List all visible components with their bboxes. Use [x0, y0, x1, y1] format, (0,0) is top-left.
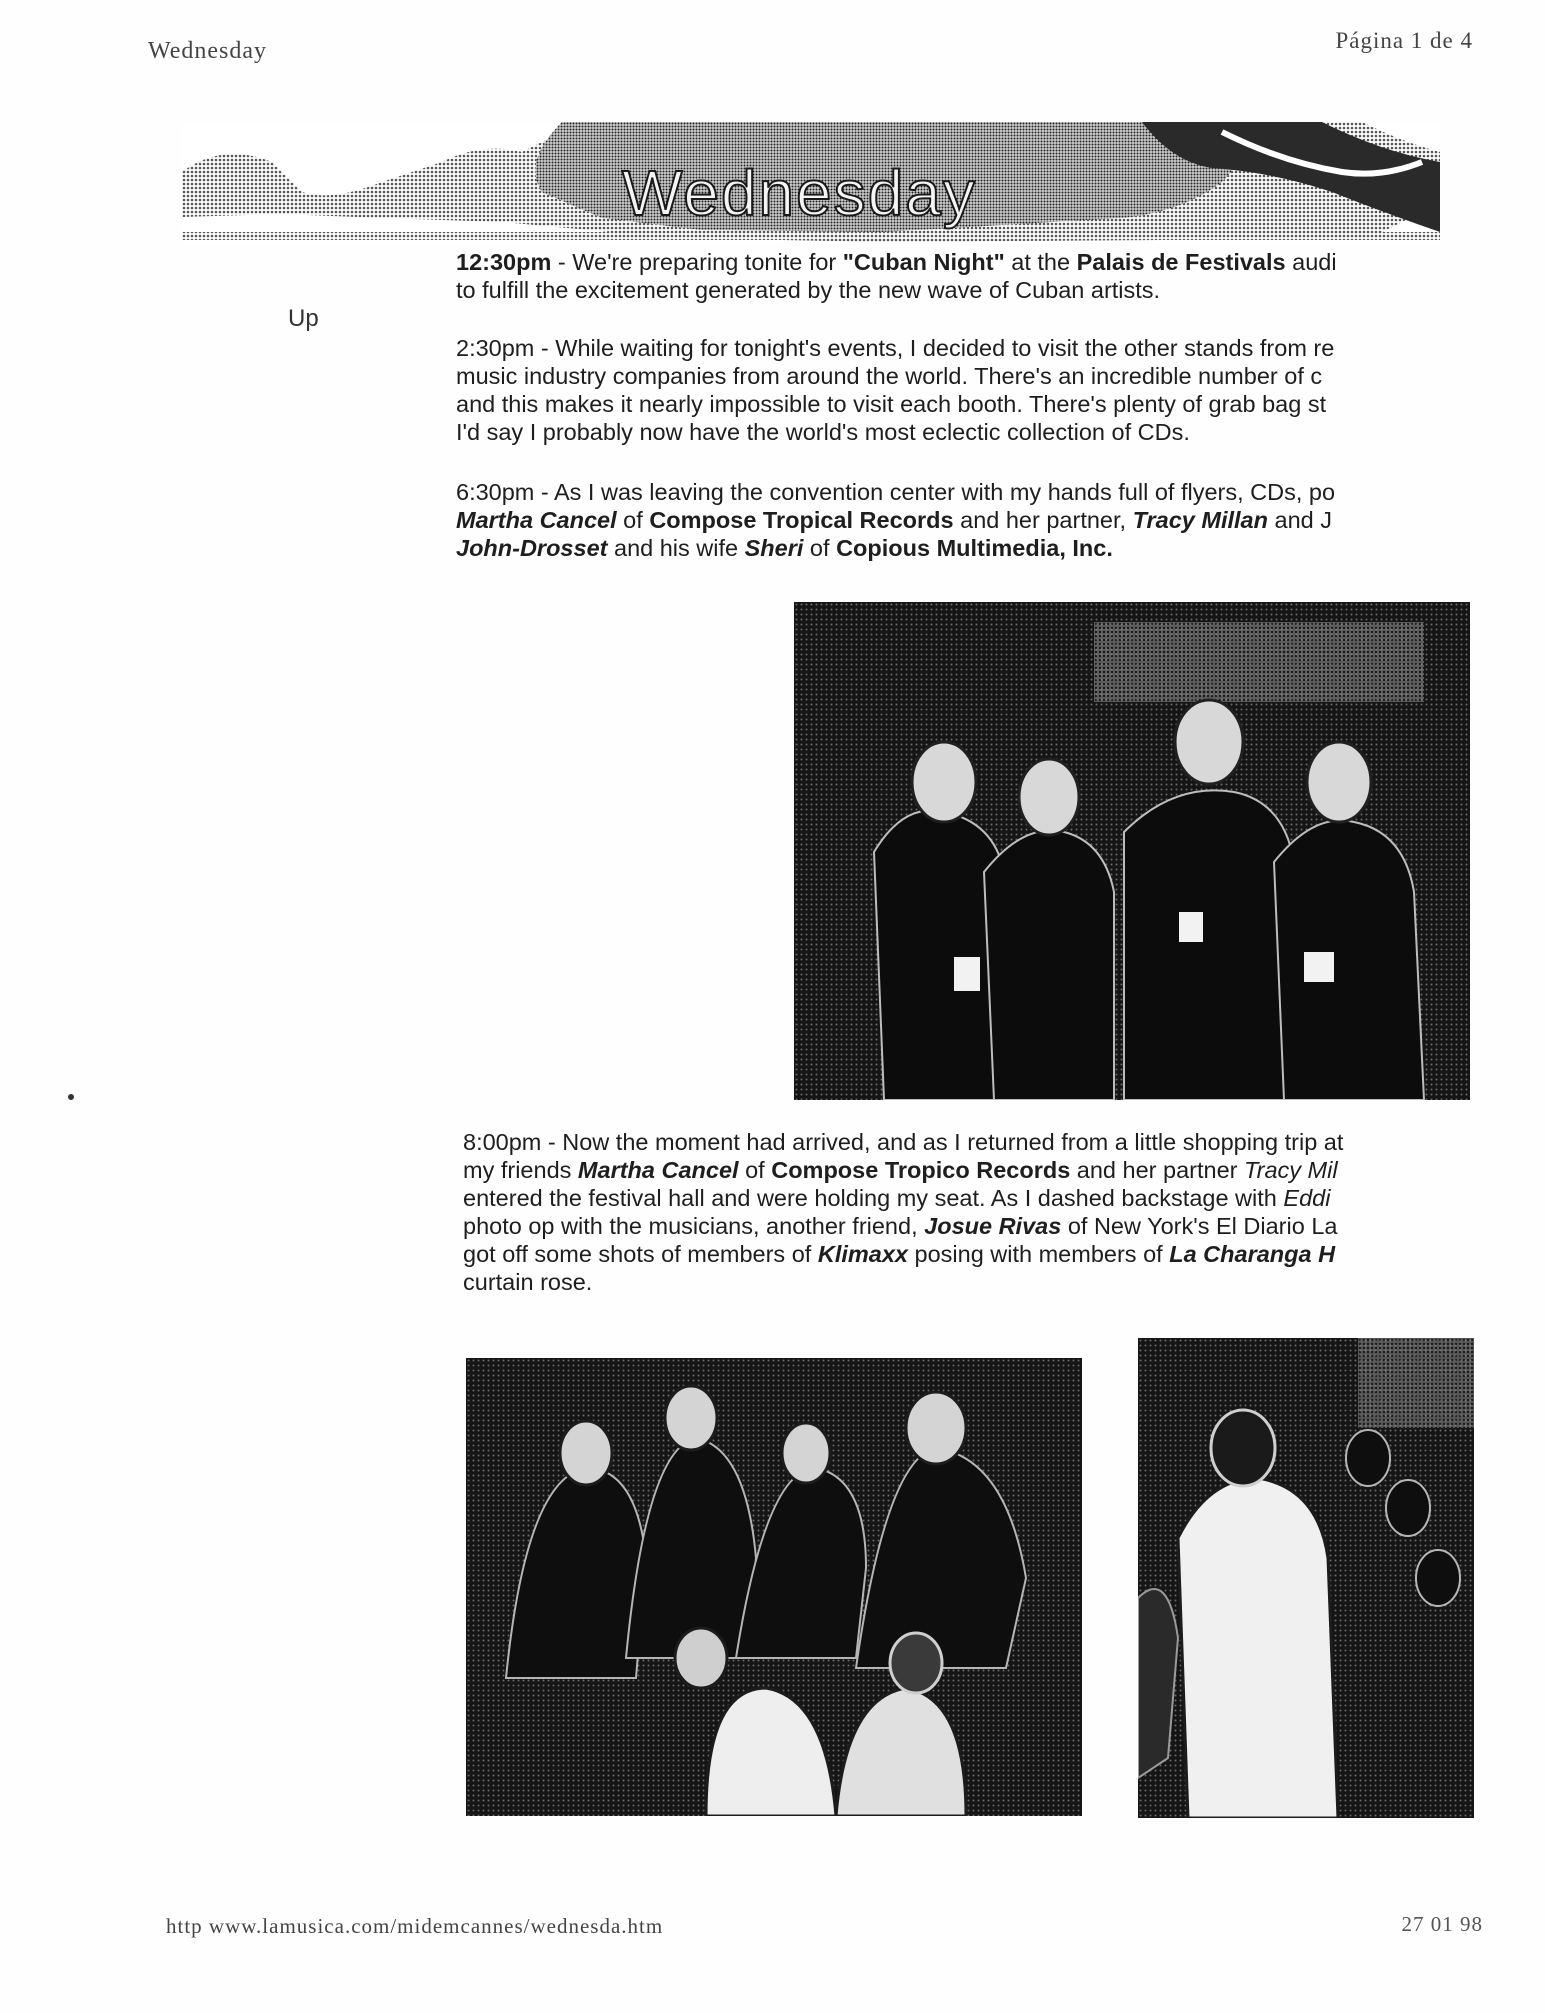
entry-800pm [463, 1128, 1483, 1296]
entry-text-segment: posing with members of [907, 1241, 1170, 1267]
entry-text-segment: curtain rose. [463, 1269, 593, 1295]
entry-text-segment: Sheri [744, 535, 804, 561]
banner [182, 122, 1440, 244]
entry-text-segment: to fulfill the excitement generated by the new wave of Cuban artists. [456, 277, 1161, 303]
entry-text-segment: La Charanga H [1169, 1241, 1336, 1267]
photo-klimaxx-group [466, 1358, 1082, 1816]
entry-text-segment: "Cuban Night" [842, 249, 1005, 275]
entry-line [456, 362, 1506, 390]
up-link[interactable]: Up [288, 305, 319, 332]
entry-text-segment: Klimaxx [817, 1241, 908, 1267]
footer-date: 27 01 98 [1401, 1912, 1483, 1936]
entry-line [456, 534, 1506, 562]
entry-text-segment: music industry companies from around the world. There's an incredible number of c [456, 363, 1323, 389]
entry-text-segment: and her partner [1070, 1157, 1245, 1183]
entry-line [463, 1268, 1483, 1296]
entry-text-segment: got off some shots of members of [463, 1241, 818, 1267]
entry-line [456, 418, 1506, 446]
entry-text-segment: - We're preparing tonite for [551, 249, 843, 275]
entry-text-segment: of [803, 535, 837, 561]
entry-line [456, 506, 1506, 534]
entry-text-segment: entered the festival hall and were holding my seat. As I dashed backstage with [463, 1185, 1284, 1211]
entry-text-segment: and J [1267, 507, 1333, 533]
entry-text-segment: Palais de Festivals [1076, 249, 1286, 275]
entry-line [456, 334, 1506, 362]
entry-230pm [456, 334, 1506, 446]
entry-text-segment: John-Drosset [456, 535, 608, 561]
entry-text-segment: photo op with the musicians, another friend, [463, 1213, 925, 1239]
scan-speck [68, 1094, 74, 1100]
entry-1230pm [456, 248, 1506, 304]
photo-performer-white-suit [1138, 1338, 1474, 1818]
entry-text-segment: I'd say I probably now have the world's most eclectic collection of CDs. [456, 419, 1190, 445]
entry-text-segment: Martha Cancel [577, 1157, 739, 1183]
entry-line [456, 478, 1506, 506]
entry-text-segment: Martha Cancel [456, 507, 617, 533]
entry-text-segment: El Diario La [1216, 1213, 1338, 1239]
entry-text-segment: 8:00pm - Now the moment had arrived, and as I returned from a little shopping trip at [463, 1129, 1344, 1155]
entry-text-segment: at the [1004, 249, 1077, 275]
entry-630pm [456, 478, 1506, 562]
entry-text-segment: Tracy Millan [1132, 507, 1268, 533]
entry-line [456, 276, 1506, 304]
entry-text-segment: my friends [463, 1157, 578, 1183]
entry-line [463, 1184, 1483, 1212]
entry-text-segment: and this makes it nearly impossible to visit each booth. There's plenty of grab bag st [456, 391, 1327, 417]
entry-line [456, 248, 1506, 276]
entry-text-segment: Copious Multimedia, Inc. [836, 535, 1113, 561]
entry-text-segment: of [738, 1157, 772, 1183]
entry-line [463, 1240, 1483, 1268]
footer-url: http www.lamusica.com/midemcannes/wednesda.htm [166, 1914, 664, 1938]
entry-text-segment: Tracy Mil [1244, 1157, 1338, 1183]
entry-text-segment: 6:30pm - As I was leaving the convention center with my hands full of flyers, CDs, po [456, 479, 1336, 505]
entry-text-segment: Josue Rivas [924, 1213, 1062, 1239]
entry-text-segment: audi [1285, 249, 1337, 275]
entry-line [463, 1128, 1483, 1156]
entry-text-segment: of New York's [1061, 1213, 1216, 1239]
entry-text-segment: Compose Tropical Records [649, 507, 954, 533]
entry-line [463, 1156, 1483, 1184]
entry-text-segment: of [616, 507, 650, 533]
entry-line [463, 1212, 1483, 1240]
entry-text-segment: Compose Tropico Records [771, 1157, 1071, 1183]
page-header-title: Wednesday [148, 38, 268, 64]
page-number: Página 1 de 4 [1335, 28, 1473, 53]
entry-text-segment: Eddi [1283, 1185, 1331, 1211]
photo-group-four-people [794, 602, 1470, 1100]
banner-title: Wednesday [622, 157, 977, 229]
entry-text-segment: 2:30pm - While waiting for tonight's events, I decided to visit the other stands from re [456, 335, 1335, 361]
entry-line [456, 390, 1506, 418]
entry-text-segment: and her partner, [953, 507, 1133, 533]
entry-text-segment: and his wife [607, 535, 745, 561]
entry-text-segment: 12:30pm [456, 249, 552, 275]
